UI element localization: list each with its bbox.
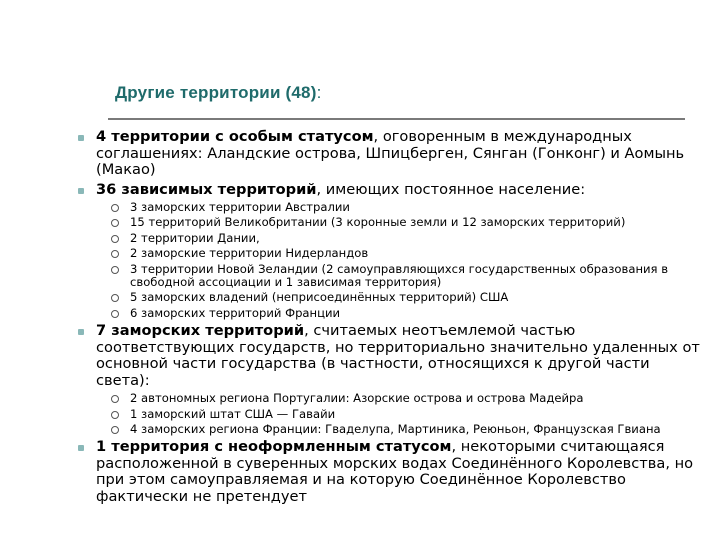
item-bold-text: 7 заморских территорий [96,322,305,340]
circle-bullet-icon [111,204,119,212]
circle-bullet-icon [111,310,119,318]
sub-item-text: 3 территории Новой Зеландии (2 самоуправляющихся государственных образования в свободной ассоциации и 1 зависимая территория) [130,261,669,290]
page-title [115,83,322,103]
item-text: , некоторыми считающаяся расположенной в суверенных морских водах Соединённого Королевства, но при этом самоуправляемая и на которую Соединённое Королевство фактически не претендует [96,438,694,505]
title-colon: : [316,83,322,102]
sub-list-item [96,263,703,290]
circle-bullet-icon [111,411,119,419]
list-item [78,182,703,321]
item-text: , имеющих постоянное население: [316,180,586,198]
list-item [78,323,703,436]
circle-bullet-icon [111,250,119,258]
circle-bullet-icon [111,426,119,434]
sub-list-item [96,423,703,436]
circle-bullet-icon [111,235,119,243]
sub-list-item [96,232,703,245]
title-divider [108,118,685,120]
square-bullet-icon [78,135,84,141]
circle-bullet-icon [111,395,119,403]
item-bold-text: 4 территории с особым статусом [96,128,374,145]
sub-item-text: 2 территории Дании, [130,230,260,245]
sub-list-item [96,307,703,320]
circle-bullet-icon [111,294,119,302]
sub-list [96,201,703,320]
sub-item-text: 6 заморских территорий Франции [130,305,341,320]
sub-item-text: 3 заморских территории Австралии [130,200,350,214]
sub-item-text: 2 автономных региона Португалии: Азорские острова и острова Мадейра [130,391,584,406]
sub-item-text: 15 территорий Великобритании (3 коронные земли и 12 заморских территорий) [130,215,626,230]
sub-list-item [96,408,703,421]
sub-item-text: 5 заморских владений (неприсоединённых территорий) США [130,290,509,305]
square-bullet-icon [78,445,84,451]
list-item [78,439,703,505]
item-text: , оговоренным в международных соглашениях: Аландские острова, Шпицберген, Сянган (Гонконг) и Аомынь (Макао) [96,128,685,178]
title-text: Другие территории (48) [115,83,317,102]
item-bold-text: 1 территория с неоформленным статусом [96,438,452,456]
bullet-list [78,126,703,505]
sub-list-item [96,247,703,260]
sub-item-text: 4 заморских региона Франции: Гваделупа, Мартиника, Реюньон, Французская Гвиана [130,422,661,437]
square-bullet-icon [78,329,84,335]
sub-list-item [96,392,703,405]
sub-item-text: 2 заморские территории Нидерландов [130,246,369,261]
sub-list-item [96,216,703,229]
circle-bullet-icon [111,219,119,227]
circle-bullet-icon [111,266,119,274]
sub-list [96,392,703,436]
sub-list-item [96,291,703,304]
square-bullet-icon [78,188,84,194]
sub-list-item [96,201,703,214]
list-item [78,129,703,179]
item-bold-text: 36 зависимых территорий [96,180,317,198]
item-text: , считаемых неотъемлемой частью соответствующих государств, но территориально значительно удаленных от основной части государства (в частности, относящихся к другой части света): [96,322,700,389]
sub-item-text: 1 заморский штат США — Гавайи [130,406,336,421]
